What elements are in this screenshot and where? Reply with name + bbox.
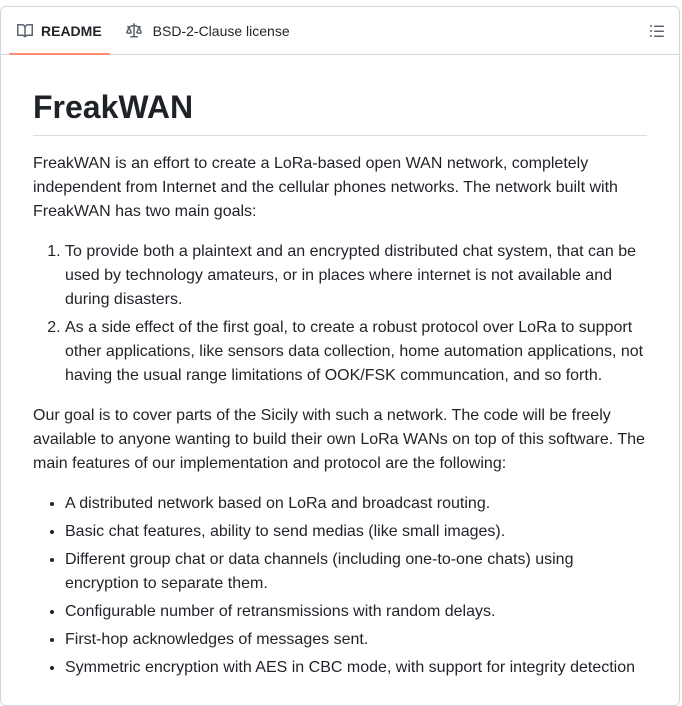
tab-readme[interactable]: [9, 7, 110, 54]
features-list: [33, 492, 647, 680]
outline-button[interactable]: [643, 19, 671, 43]
list-item: • A distributed network based on LoRa and broadcast routing.: [65, 492, 647, 516]
tab-license[interactable]: [118, 7, 298, 54]
readme-panel: [0, 6, 680, 706]
list-item: • Configurable number of retransmissions with random delays.: [65, 600, 647, 624]
tab-readme-label: README: [41, 22, 102, 39]
list-item: 2. As a side effect of the first goal, to create a robust protocol over LoRa to support other applications, like sensors data collection, home automation applications, not having the usual range limitations of OOK/FSK communcation, and so forth.: [65, 316, 647, 388]
list-outline-icon: [649, 23, 665, 39]
features-intro-paragraph: Our goal is to cover parts of the Sicily with such a network. The code will be freely available to anyone wanting to build their own LoRa WANs on top of this software. The main features of our implementation and protocol are the following:: [33, 407, 645, 472]
readme-title: FreakWAN: [33, 87, 647, 136]
list-item: • Different group chat or data channels (including one-to-one chats) using encryption to separate them.: [65, 548, 647, 596]
law-scale-icon: [126, 23, 142, 39]
list-item: • Symmetric encryption with AES in CBC mode, with support for integrity detection: [65, 656, 647, 680]
intro-paragraph: FreakWAN is an effort to create a LoRa-based open WAN network, completely independent from Internet and the cellular phones networks. The network built with FreakWAN has two main goals:: [33, 155, 618, 220]
goals-list: [33, 240, 647, 388]
list-item: • First-hop acknowledges of messages sent.: [65, 628, 647, 652]
list-item: • Basic chat features, ability to send medias (like small images).: [65, 520, 647, 544]
readme-article: [1, 55, 679, 680]
tab-license-label: BSD-2-Clause license: [152, 22, 290, 39]
readme-tabbar: [1, 7, 679, 55]
book-icon: [17, 23, 33, 39]
list-item: 1. To provide both a plaintext and an encrypted distributed chat system, that can be used by technology amateurs, or in places where internet is not available and during disasters.: [65, 240, 647, 312]
